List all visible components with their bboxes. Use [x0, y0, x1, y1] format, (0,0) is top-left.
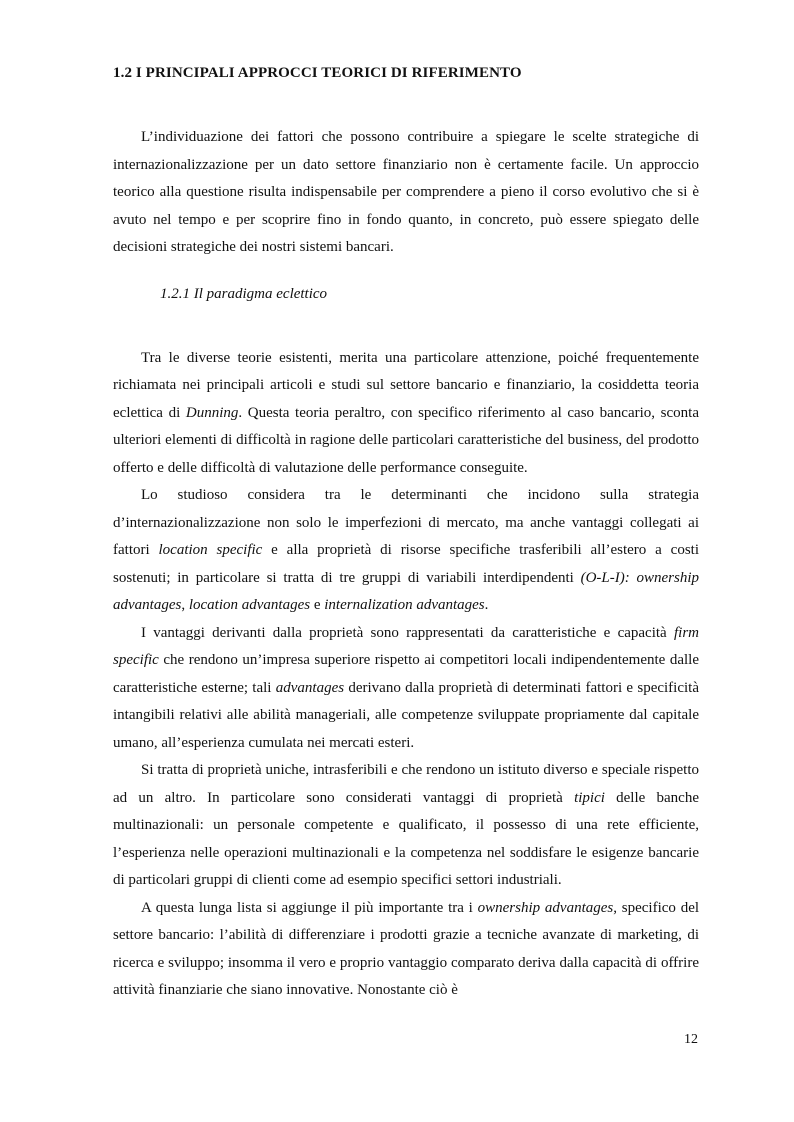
text-run: e — [310, 597, 325, 613]
italic-run: tipici — [574, 789, 605, 806]
text-run: , specifico del settore bancario: l’abilità di differenziare i prodotti grazie a tecniche avanzate di marketing, di ricerca e sviluppo; insomma il vero e proprio vantaggio comparato deriva dalla capacità di offrire attività finanziarie che siano innovative. Nonostante ciò è — [113, 899, 700, 998]
text-run: Si tratta di proprietà uniche, intrasferibili e che rendono un istituto diverso e speciale rispetto ad un altro. In particolare sono considerati vantaggi di proprietà — [113, 762, 699, 806]
italic-run: ownership advantages — [477, 899, 614, 916]
document-page — [113, 62, 699, 1005]
paragraph-1 — [113, 345, 699, 483]
paragraph-4 — [113, 757, 699, 895]
intro-paragraph: L’individuazione dei fattori che possono contribuire a spiegare le scelte strategiche di internazionalizzazione per un dato settore finanziario non è certamente facile. Un approccio teorico alla questione risulta indispensabile per comprendere a pieno il corso evolutivo che si è avuto nel tempo e per scoprire fino in fondo quanto, in concreto, può essere spiegato delle decisioni strategiche dei nostri sistemi bancari. — [113, 129, 699, 255]
paragraph-3 — [113, 620, 699, 758]
text-run: Tra le diverse teorie esistenti, merita una particolare attenzione, poiché frequentemente richiamata nei principali articoli e studi sul settore bancario e finanziario, la cosiddetta teoria eclettica di — [113, 349, 699, 421]
text-run: e alla proprietà di risorse specifiche trasferibili all’estero a costi sostenuti; in particolare si tratta di tre gruppi di variabili interdipendenti — [113, 542, 699, 586]
italic-run: advantages — [275, 679, 345, 696]
italic-run: location advantages — [188, 597, 311, 613]
text-run: A questa lunga lista si aggiunge il più importante tra i — [141, 899, 478, 916]
paragraph-5 — [113, 895, 699, 1005]
text-run: . — [484, 597, 489, 613]
text-run: I vantaggi derivanti dalla proprietà sono rappresentati da caratteristiche e capacità — [141, 624, 674, 641]
text-run: derivano dalla proprietà di determinati fattori e specificità intangibili relativi alle abilità manageriali, alle competenze sviluppate propriamente dal capitale umano, all’esperienza cumulata nei mercati esteri. — [113, 679, 699, 751]
italic-run: location specific — [158, 542, 263, 558]
page-number: 12 — [684, 1032, 698, 1047]
section-title: 1.2 I PRINCIPALI APPROCCI TEORICI DI RIFERIMENTO — [113, 65, 522, 81]
text-run: , — [181, 597, 189, 613]
italic-run: Dunning — [185, 404, 239, 421]
paragraph-2 — [113, 482, 699, 620]
italic-run: firm specific — [113, 624, 699, 668]
subsection-title: 1.2.1 Il paradigma eclettico — [160, 285, 328, 302]
text-run: Lo studioso considera tra le determinanti che incidono sulla strategia d’internazionalizzazione non solo le imperfezioni di mercato, ma anche vantaggi collegati ai fattori — [113, 487, 699, 558]
text-run: che rendono un’impresa superiore rispetto ai competitori locali indipendentemente dalle caratteristiche esterne; tali — [113, 652, 699, 696]
italic-run: internalization advantages — [324, 597, 485, 613]
italic-run: (O-L-I): ownership advantages — [113, 569, 700, 613]
text-run: delle banche multinazionali: un personale competente e qualificato, il possesso di una rete efficiente, l’esperienza nelle operazioni multinazionali e la competenza nel soddisfare le esigenze bancarie di particolari gruppi di clienti come ad esempio specifici settori industriali. — [113, 789, 700, 888]
text-run: . Questa teoria peraltro, con specifico riferimento al caso bancario, sconta ulteriori elementi di difficoltà in ragione delle particolari caratteristiche del business, del prodotto offerto e delle difficoltà di valutazione delle performance conseguite. — [113, 404, 699, 476]
